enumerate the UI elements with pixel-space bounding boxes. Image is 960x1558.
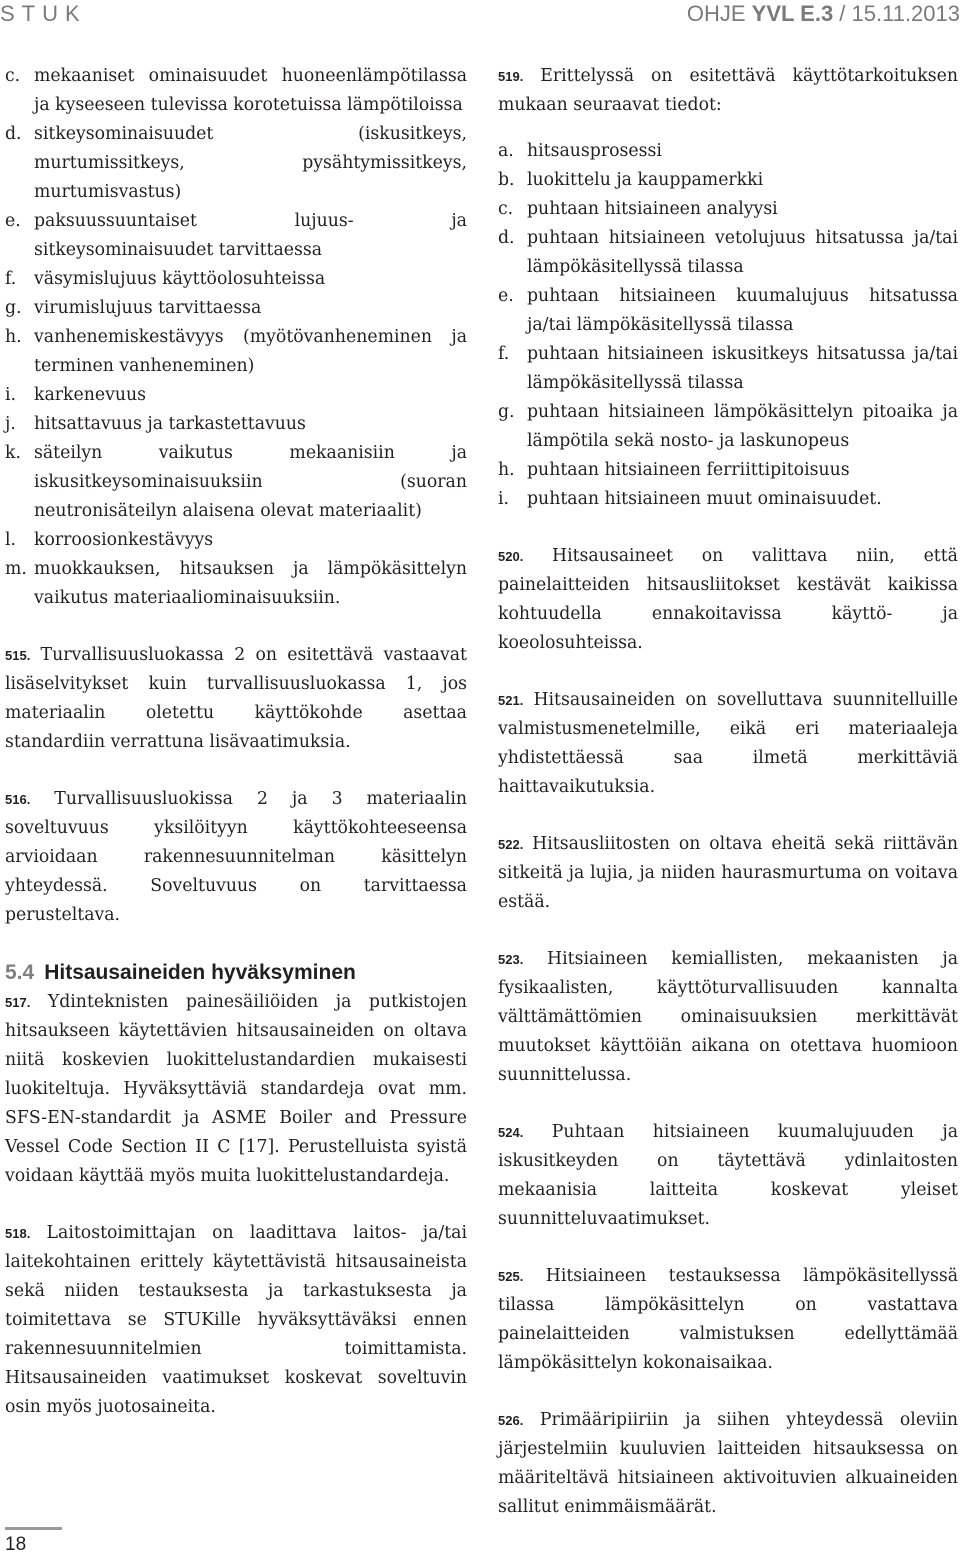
list-item (5, 439, 467, 526)
list-item (498, 456, 958, 485)
doc-date: / 15.11.2013 (833, 1, 960, 26)
list-item (498, 137, 958, 166)
paragraph-text: Primääripiiriin ja siihen yhteydessä oleviin järjestelmiin kuuluvien laitteiden hitsauksessa on määriteltävä hitsiaineen aktivoituvien alkuaineiden sallitut enimmäismäärät. (498, 1410, 958, 1518)
list-label: l. (5, 530, 17, 550)
paragraph-515 (5, 641, 467, 757)
paragraph-text: Hitsausaineet on valittava niin, että painelaitteiden hitsausliitokset kestävät kaikissa kohtuudella ennakoitavissa käyttö- ja koeolosuhteissa. (498, 546, 958, 654)
list-item (498, 398, 958, 456)
list-item (5, 526, 467, 555)
list-label: c. (498, 199, 514, 220)
paragraph-text: Hitsausaineiden on sovelluttava suunnitelluille valmistusmenetelmille, eikä eri materiaaleja yhdistettäessä saa ilmetä merkittäviä haittavaikutuksia. (498, 690, 958, 798)
list-item (5, 265, 467, 294)
doc-prefix: OHJE (686, 1, 752, 26)
list-item (5, 207, 467, 265)
specification-list (498, 137, 958, 514)
list-text: mekaaniset ominaisuudet huoneenlämpötilassa ja kyseeseen tulevissa korotetuissa lämpötiloissa (34, 66, 467, 115)
list-text: paksuussuuntaiset lujuus- ja sitkeysominaisuudet tarvittaessa (34, 211, 467, 260)
left-column (5, 62, 467, 1439)
list-label: g. (498, 402, 515, 423)
list-text: puhtaan hitsiaineen vetolujuus hitsatussa ja/tai lämpökäsitellyssä tilassa (527, 228, 958, 278)
list-label: h. (498, 460, 515, 481)
list-text: luokittelu ja kauppamerkki (527, 170, 764, 191)
list-text: väsymislujuus käyttöolosuhteissa (34, 269, 326, 289)
section-number: 5.4 (5, 961, 35, 984)
list-label: m. (5, 559, 27, 579)
list-item (5, 555, 467, 613)
list-label: i. (498, 489, 510, 510)
list-text: puhtaan hitsiaineen muut ominaisuudet. (527, 489, 882, 510)
list-text: puhtaan hitsiaineen analyysi (527, 199, 778, 220)
list-item (5, 294, 467, 323)
list-label: a. (498, 141, 514, 162)
list-label: g. (5, 298, 22, 318)
paragraph-524 (498, 1118, 958, 1234)
list-text: hitsattavuus ja tarkastettavuus (34, 414, 306, 434)
footer-divider (5, 1527, 62, 1530)
list-item (498, 224, 958, 282)
right-column (498, 62, 958, 1540)
page-number: 18 (5, 1534, 27, 1555)
list-text: puhtaan hitsiaineen iskusitkeys hitsatussa ja/tai lämpökäsitellyssä tilassa (527, 344, 958, 394)
list-item (5, 381, 467, 410)
list-text: hitsausprosessi (527, 141, 662, 162)
paragraph-number: 522. (498, 837, 524, 853)
list-text: puhtaan hitsiaineen ferriittipitoisuus (527, 460, 850, 481)
document-reference (687, 0, 960, 28)
list-label: e. (498, 286, 514, 307)
paragraph-text: Hitsiaineen testauksessa lämpökäsitellyssä tilassa lämpökäsittelyn on vastattava painelaitteiden valmistuksen edellyttämää lämpökäsittelyn kokonaisaikaa. (498, 1266, 958, 1374)
paragraph-number: 515. (5, 648, 31, 663)
list-label: h. (5, 327, 22, 347)
paragraph-number: 523. (498, 952, 524, 968)
list-label: d. (5, 124, 22, 144)
paragraph-525 (498, 1262, 958, 1378)
paragraph-number: 516. (5, 792, 31, 807)
paragraph-522 (498, 830, 958, 917)
list-item (5, 410, 467, 439)
list-item (498, 282, 958, 340)
paragraph-text: Turvallisuusluokassa 2 on esitettävä vastaavat lisäselvitykset kuin turvallisuusluokassa 1, jos materiaalin oletettu käyttökohde asettaa standardiin verrattuna lisävaatimuksia. (5, 645, 467, 752)
paragraph-number: 526. (498, 1413, 524, 1429)
brand-logo: STUK (0, 1, 87, 26)
paragraph-526 (498, 1406, 958, 1522)
list-text: säteilyn vaikutus mekaanisiin ja iskusitkeysominaisuuksiin (suoran neutronisäteilyn alaisena olevat materiaalit) (34, 443, 467, 521)
paragraph-523 (498, 945, 958, 1090)
paragraph-number: 521. (498, 693, 524, 709)
paragraph-519 (498, 62, 958, 120)
list-text: sitkeysominaisuudet (iskusitkeys, murtumissitkeys, pysähtymissitkeys, murtumisvastus) (34, 124, 467, 202)
list-item (498, 340, 958, 398)
list-item (5, 120, 467, 207)
list-item (498, 195, 958, 224)
paragraph-text: Hitsiaineen kemiallisten, mekaanisten ja fysikaalisten, käyttöturvallisuuden kannalta välttämättömien ominaisuuksien merkittävät muutokset käyttöiän aikana on otettava huomioon suunnittelussa. (498, 949, 958, 1086)
list-label: j. (5, 414, 16, 434)
list-item (5, 62, 467, 120)
section-title: Hitsausaineiden hyväksyminen (44, 961, 356, 984)
paragraph-text: Erittelyssä on esitettävä käyttötarkoituksen mukaan seuraavat tiedot: (498, 66, 958, 115)
list-text: puhtaan hitsiaineen kuumalujuus hitsatussa ja/tai lämpökäsitellyssä tilassa (527, 286, 958, 336)
paragraph-number: 525. (498, 1269, 524, 1285)
list-item (498, 166, 958, 195)
list-label: b. (498, 170, 515, 191)
paragraph-text: Hitsausliitosten on oltava eheitä sekä riittävän sitkeitä ja lujia, ja niiden haurasmurtuma on voitava estää. (498, 834, 958, 913)
paragraph-text: Turvallisuusluokissa 2 ja 3 materiaalin soveltuvuus yksilöityyn käyttökohteeseensa arvioidaan rakennesuunnitelman käsittelyn yhteydessä. Soveltuvuus on tarvittaessa perusteltava. (5, 789, 467, 925)
paragraph-number: 524. (498, 1125, 524, 1141)
paragraph-518 (5, 1219, 467, 1422)
list-label: i. (5, 385, 17, 405)
list-text: muokkauksen, hitsauksen ja lämpökäsittelyn vaikutus materiaaliominaisuuksiin. (34, 559, 467, 608)
section-heading (5, 958, 467, 988)
paragraph-number: 517. (5, 995, 31, 1010)
list-label: d. (498, 228, 515, 249)
list-text: karkenevuus (34, 385, 146, 405)
paragraph-521 (498, 686, 958, 802)
list-label: f. (498, 344, 510, 365)
paragraph-number: 519. (498, 69, 524, 84)
list-text: korroosionkestävyys (34, 530, 214, 550)
list-label: e. (5, 211, 21, 231)
paragraph-number: 518. (5, 1226, 31, 1241)
paragraph-517 (5, 988, 467, 1191)
paragraph-520 (498, 542, 958, 658)
list-item (5, 323, 467, 381)
list-label: k. (5, 443, 21, 463)
paragraph-text: Puhtaan hitsiaineen kuumalujuuden ja iskusitkeyden on täytettävä ydinlaitosten mekaanisia laitteita koskevat yleiset suunnitteluvaatimukset. (498, 1122, 958, 1230)
paragraph-number: 520. (498, 549, 524, 565)
paragraph-text: Laitostoimittajan on laadittava laitos- ja/tai laitekohtainen erittely käytettävistä hitsausaineista sekä niiden testauksesta ja tarkastuksesta ja toimitettava se STUKille hyväksyttäväksi ennen rakennesuunnitelmien toimittamista. Hitsausaineiden vaatimukset koskevat soveltuvin osin myös juotosaineita. (5, 1223, 467, 1417)
list-text: puhtaan hitsiaineen lämpökäsittelyn pitoaika ja lämpötila sekä nosto- ja laskunopeus (527, 402, 958, 452)
property-list (5, 62, 467, 613)
doc-code: YVL E.3 (751, 1, 834, 26)
paragraph-text: Ydinteknisten painesäiliöiden ja putkistojen hitsaukseen käytettävien hitsausaineiden on oltava niitä koskevien luokittelustandardien mukaisesti luokiteltuja. Hyväksyttäviä standardeja ovat mm. SFS-EN-standardit ja ASME Boiler and Pressure Vessel Code Section II C [17]. Perustelluista syistä voidaan käyttää myös muita luokittelustandardeja. (5, 992, 467, 1186)
list-text: vanhenemiskestävyys (myötövanheneminen ja terminen vanheneminen) (34, 327, 467, 376)
list-text: virumislujuus tarvittaessa (34, 298, 262, 318)
list-item (498, 485, 958, 514)
list-label: f. (5, 269, 17, 289)
paragraph-516 (5, 785, 467, 930)
list-label: c. (5, 66, 21, 86)
